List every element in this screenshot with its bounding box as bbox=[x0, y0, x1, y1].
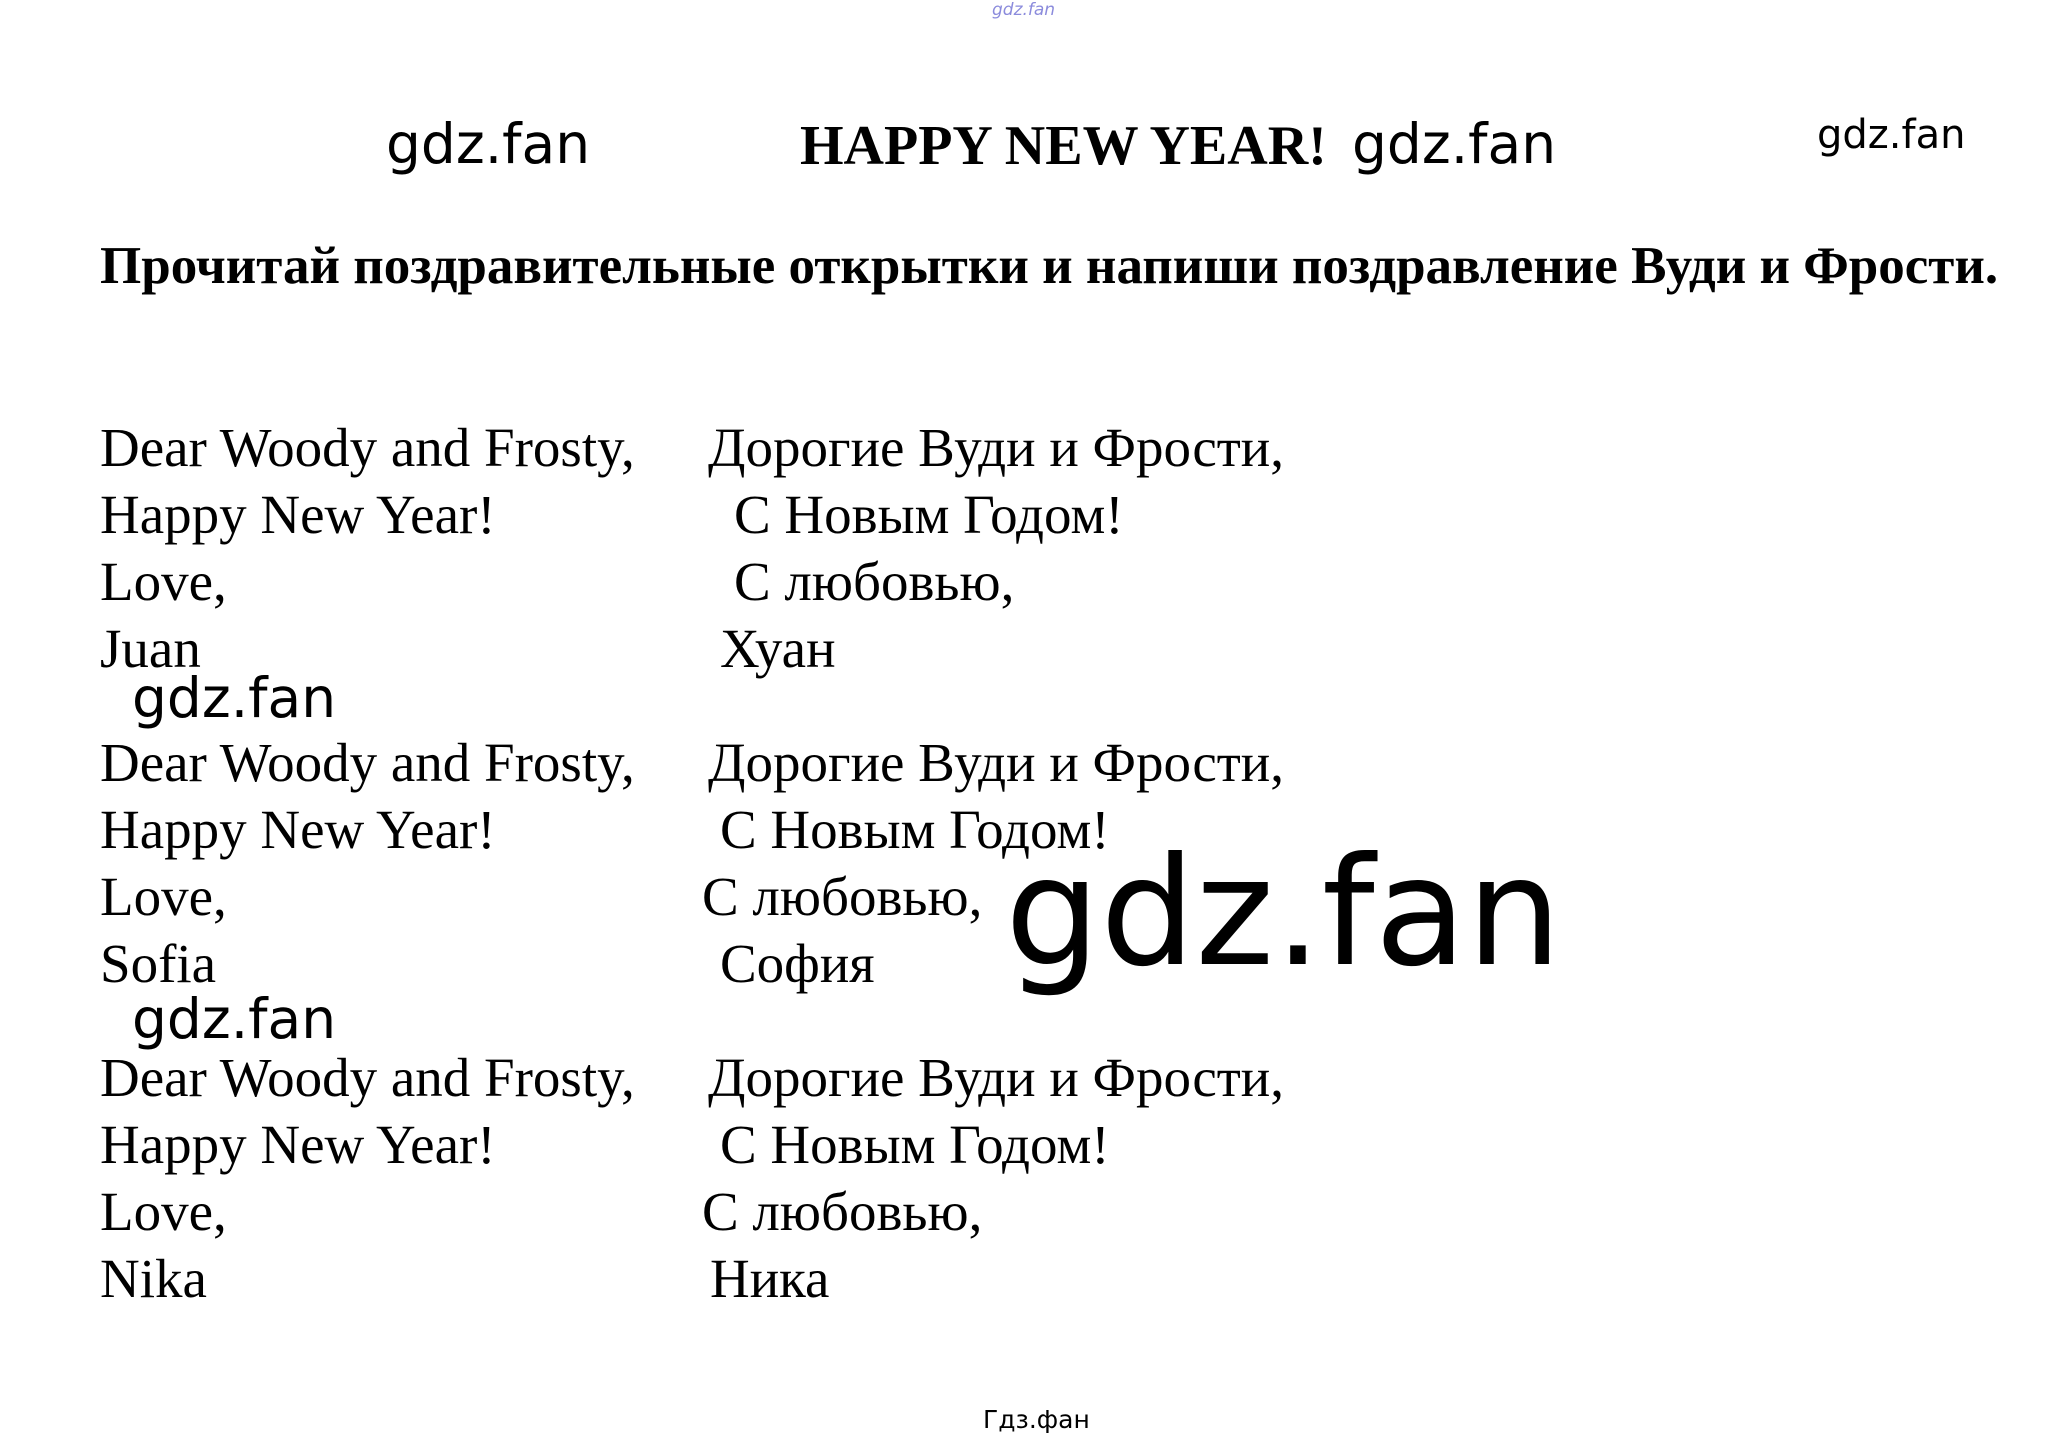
card-3-en-signature: Nika bbox=[100, 1248, 207, 1309]
card-3-ru-greeting: Дорогие Вуди и Фрости, bbox=[708, 1047, 1284, 1108]
card-1-en-wish: Happy New Year! bbox=[100, 484, 496, 545]
card-1-en-signature: Juan bbox=[100, 618, 201, 679]
card-3-ru-closing: С любовью, bbox=[702, 1181, 983, 1242]
card-1-ru-greeting: Дорогие Вуди и Фрости, bbox=[708, 417, 1284, 478]
card-2-ru-greeting: Дорогие Вуди и Фрости, bbox=[708, 732, 1284, 793]
card-3-ru-signature: Ника bbox=[710, 1248, 830, 1309]
watermark-bottom: Гдз.фан bbox=[983, 1405, 1090, 1434]
card-1-en-closing: Love, bbox=[100, 551, 227, 612]
card-2-ru-closing: С любовью, bbox=[702, 866, 983, 927]
watermark-large: gdz.fan bbox=[1005, 826, 1562, 1000]
card-2-en-signature: Sofia bbox=[100, 933, 217, 994]
card-2-en-greeting: Dear Woody and Frosty, bbox=[100, 732, 635, 793]
watermark: gdz.fan bbox=[1817, 112, 1966, 158]
card-2-en-closing: Love, bbox=[100, 866, 227, 927]
watermark: gdz.fan bbox=[1352, 112, 1557, 176]
watermark: gdz.fan bbox=[132, 666, 337, 730]
watermark-top: gdz.fan bbox=[992, 0, 1056, 20]
card-1-en-greeting: Dear Woody and Frosty, bbox=[100, 417, 635, 478]
card-3-en-greeting: Dear Woody and Frosty, bbox=[100, 1047, 635, 1108]
card-3-ru-wish: С Новым Годом! bbox=[720, 1114, 1110, 1175]
page-title: HAPPY NEW YEAR! bbox=[800, 115, 1327, 177]
card-2-ru-wish: С Новым Годом! bbox=[720, 799, 1110, 860]
card-1-ru-closing: С любовью, bbox=[734, 551, 1015, 612]
watermark: gdz.fan bbox=[132, 987, 337, 1051]
card-2-ru-signature: София bbox=[720, 933, 875, 994]
card-3-en-wish: Happy New Year! bbox=[100, 1114, 496, 1175]
watermark: gdz.fan bbox=[386, 112, 591, 176]
card-2-en-wish: Happy New Year! bbox=[100, 799, 496, 860]
task-instruction: Прочитай поздравительные открытки и напиши поздравление Вуди и Фрости. bbox=[100, 237, 1999, 295]
card-1-ru-wish: С Новым Годом! bbox=[734, 484, 1124, 545]
card-3-en-closing: Love, bbox=[100, 1181, 227, 1242]
card-1-ru-signature: Хуан bbox=[720, 618, 836, 679]
